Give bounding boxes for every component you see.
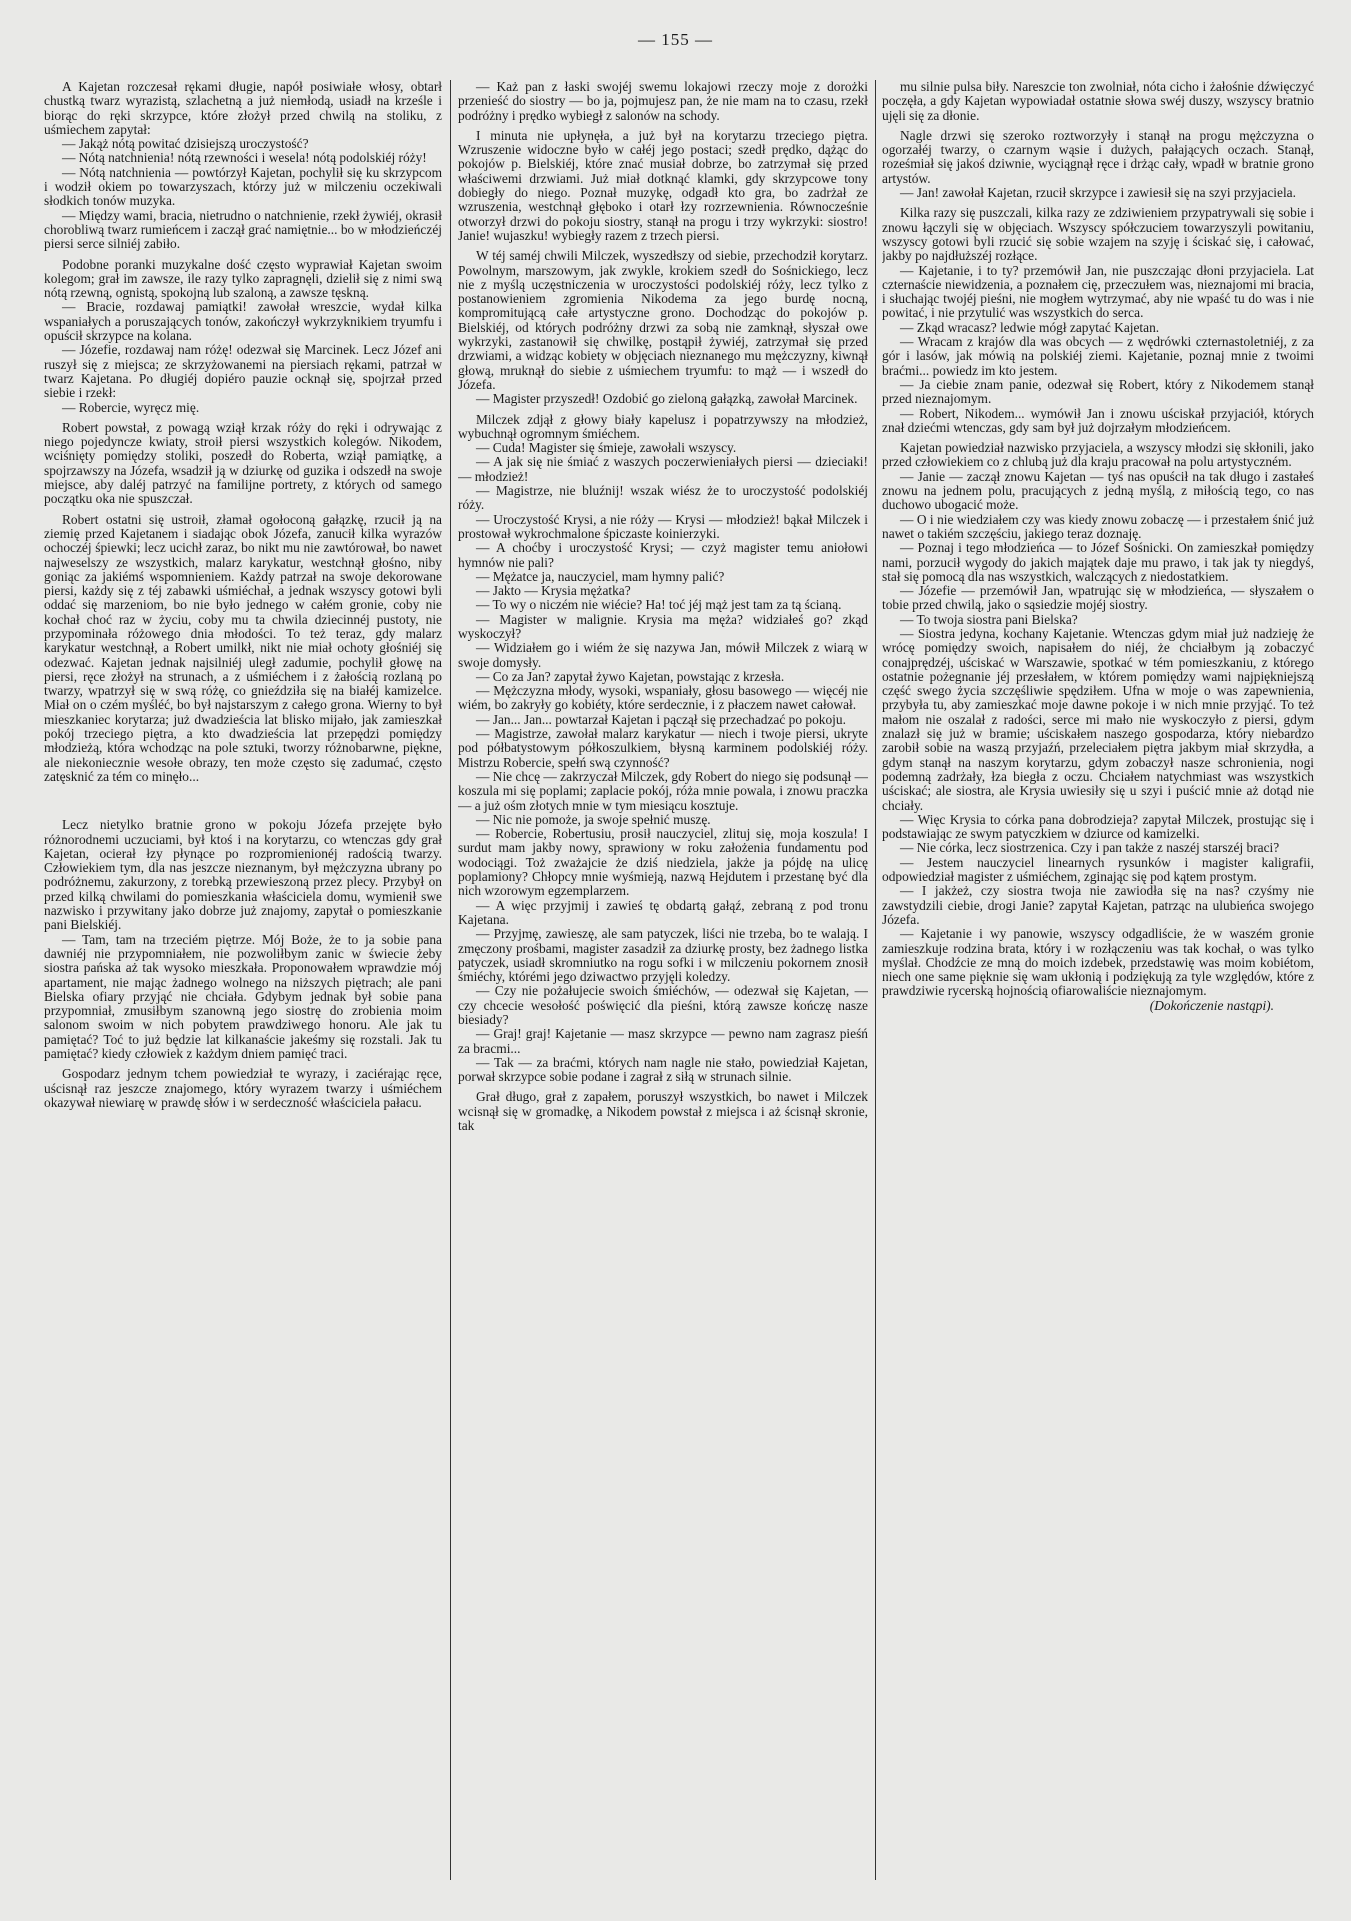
column-1 bbox=[44, 80, 442, 1880]
paragraph: — Uroczystość Krysi, a nie róży — Krysi — młodzież! bąkał Milczek i prostował wykrochmalone śpiczaste koinierzyki. bbox=[458, 511, 868, 541]
paragraph: — Wracam z krajów dla was obcych — z wędrówki czternastoletniéj, z za gór i lasów, jak mówią na polskiéj ziemi. Kajetanie, poznaj mnie z twoimi braćmi... powiedz im kto jestem. bbox=[882, 334, 1314, 378]
page-number: — 155 — bbox=[638, 30, 713, 49]
paragraph: — Nic nie pomoże, ja swoje spełnić muszę. bbox=[476, 811, 711, 827]
paragraph: Robert ostatni się ustroił, złamał ogołoconą gałązkę, rzucił ją na ziemię przed Kajetanem i siadając obok Józefa, zanucił kilka wyrazów ochoczéj śpiewki; lecz ucichł zaraz, bo nikt mu nie zawtórował, bo nawet najweselszy ze wszystkich, malarz karykatur, westchnął głośno, niby goniąc za jakiémś wspomnieniem. Każdy patrzał na swoje dekorowane piersi, każdy się z téj zabawki uśmiéchał, a jednak wszyscy gotowi byli oddać się marzeniom, bo nie było jednego w całém gronie, coby nie kochał choć raz w życiu, coby mu ta chwila dziecinnéj pustoty, nie przypominała różowego dnia młodości. To też teraz, gdy malarz karykatur westchnął, a Robert umilkł, nikt nie miał ochoty głośniéj się odezwać. Kajetan jednak najsilniéj uległ zadumie, pochylił głowę na piersi, ręce złożył na strunach, a z uśmiéchem i z żałością rozlaną po twarzy, wpatrzył się w swą różę, co gnieździła się na białéj kamizelce. Miał on o czém myśléć, bo był najstarszym z całego grona. Wierny to był mieszkaniec korytarza; już dwadzieścia lat blisko mijało, jak zamieszkał pokój trzeciego piętra, a kto dwadzieścia lat przepędzi pomiędzy młodzieżą, która wchodząc na pole sztuki, tworzy różnobarwne, piękne, ale niekoniecznie wesołe obrazy, ten może często się zadumać, często zatęsknić za tém co minęło... bbox=[44, 511, 442, 784]
paragraph: — Tak — za braćmi, których nam nagle nie stało, powiedział Kajetan, porwał skrzypce sobie podane i zagrał z siłą w strunach silnie. bbox=[458, 1054, 868, 1085]
paragraph: Kilka razy się puszczali, kilka razy ze zdziwieniem przypatrywali się sobie i znowu łączyli się w objęciach. Wszyscy spółczuciem towarzyszyli powitaniu, wszyscy gotowi byli rzucić się sobie wzajem na szyję i ściskać się, i całować, jakby po najdłuższéj rozłące. bbox=[882, 205, 1314, 264]
paragraph: — O i nie wiedziałem czy was kiedy znowu zobaczę — i przestałem śnić już nawet o takiém szczęściu, jakiego teraz doznaję. bbox=[882, 511, 1314, 541]
paragraph: — A więc przyjmij i zawieś tę obdartą gałąź, zebraną z pod tronu Kajetana. bbox=[458, 897, 868, 927]
paragraph: — Ja ciebie znam panie, odezwał się Robert, który z Nikodemem stanął przed nieznajomym. bbox=[882, 376, 1314, 407]
paragraph: — Magistrze, zawołał malarz karykatur — niech i twoje piersi, ukryte pod półbatystowym półkoszulkiem, błysną karminem podolskiéj róży. Mistrzu Robercie, spełń swą czynność? bbox=[458, 726, 868, 770]
paragraph: — Józefie — przemówił Jan, wpatrując się w młodzieńca, — słyszałem o tobie przed chwilą, jako o sąsiedzie mojéj siostry. bbox=[882, 583, 1314, 613]
paragraph: — Między wami, bracia, nietrudno o natchnienie, rzekł żywiéj, okrasił chorobliwą twarz rumieńcem i zaczął grać namiętnie... bo w młodzieńczéj piersi serce silniéj zabiło. bbox=[44, 207, 442, 252]
paragraph: — I jakżeż, czy siostra twoja nie zawiodła się na nas? czyśmy nie zawstydzili ciebie, drogi Janie? zapytał Kajetan, patrząc na ulubieńca swojego Józefa. bbox=[882, 883, 1314, 927]
paragraph: — A choćby i uroczystość Krysi; — czyż magister temu aniołowi hymnów nie pali? bbox=[458, 540, 868, 570]
paragraph: Podobne poranki muzykalne dość często wyprawiał Kajetan swoim kolegom; grał im zawsze, ile razy tylko zapragnęli, dzielił się z nimi swą nótą rzewną, ognistą, spokojną lub szaloną, a zawsze tęskną. bbox=[44, 256, 442, 301]
paragraph: — Magistrze, nie bluźnij! wszak wiész że to uroczystość podolskiéj róży. bbox=[458, 483, 868, 513]
paragraph: Grał długo, grał z zapałem, poruszył wszystkich, bo nawet i Milczek wcisnął się w gromadkę, a Nikodem powstał z miejsca i aż ścisnął skronie, tak bbox=[458, 1089, 868, 1134]
column-divider bbox=[875, 80, 876, 1880]
paragraph: — A jak się nie śmiać z waszych poczerwieniałych piersi — dzieciaki! — młodzież! bbox=[458, 454, 868, 484]
paragraph: — Więc Krysia to córka pana dobrodzieja? zapytał Milczek, prostując się i podstawiając ze swym patyczkiem w dziurce od kamizelki. bbox=[882, 811, 1314, 842]
paragraph: Lecz nietylko bratnie grono w pokoju Józefa przejęte było różnorodnemi uczuciami, był ktoś i na korytarzu, co wtenczas gdy grał Kajetan, ocierał łzy płynące po rozpromienionéj radością twarzy. Człowiekiem tym, dla nas jeszcze nieznanym, był mężczyzna ubrany po podróżnemu, zakurzony, z torebką przewieszoną przez plecy. Przybył on przed kilką chwilami do pomieszkania właściciela domu, wymienił swe nazwisko i przywitany jako dobrze już znajomy, zapytał o pomieszkanie pani Bielskiéj. bbox=[44, 817, 442, 933]
column-3 bbox=[882, 80, 1314, 1880]
paragraph: W téj saméj chwili Milczek, wyszedłszy od siebie, przechodził korytarz. Powolnym, marszowym, jak zwykle, krokiem szedł do Sośnickiego, lecz nie z myślą uczęstniczenia w uroczystości podolskiéj róży, lecz tylko z postanowieniem zgromienia Nikodema za jego burdę nocną, kompromitującą całe artystyczne grono. Dochodząc do pokojów p. Bielskiéj, od których podróżny drzwi za sobą nie zamknął, słyszał owe wykrzyki, zastanowił się chwilkę, postąpił żywiéj, zatrzymał się przed drzwiami, a widząc kobiety w objęciach nieznanego mu mężczyzny, kiwnął głową, mruknął do siebie z uśmiechem tryumfu: to mąż — i wszedł do Józefa. bbox=[458, 248, 868, 392]
paragraph: — Czy nie pożałujecie swoich śmiéchów, — odezwał się Kajetan, — czy chcecie wesołość poświęcić dla pieśni, którą zawsze kończę nasze biesiady? bbox=[458, 983, 868, 1027]
continuation-note: (Dokończenie nastąpi). bbox=[1149, 997, 1274, 1013]
paragraph: — Robercie, wyręcz mię. bbox=[62, 399, 200, 415]
paragraph: — Jan... Jan... powtarzał Kajetan i pączął się przechadzać po pokoju. bbox=[476, 711, 846, 727]
paragraph: Nagle drzwi się szeroko roztworzyły i stanął na progu mężczyzna o ogorzałéj twarzy, o czarnym wąsie i dużych, pałających oczach. Stanął, roześmiał się jakoś dziwnie, wyciągnął ręce i drżąc cały, wpadł w bratnie grono artystów. bbox=[882, 127, 1314, 186]
paragraph: — Janie — zaczął znowu Kajetan — tyś nas opuścił na tak długo i zastałeś znowu na jednem polu, pracujących z jedną myślą, z miłością tego, co nas duchowo ubogacić może. bbox=[882, 468, 1314, 513]
column-divider bbox=[450, 80, 451, 1880]
paragraph: — Magister przyszedł! Ozdobić go zieloną gałązką, zawołał Marcinek. bbox=[476, 391, 858, 407]
paragraph: Robert powstał, z powagą wziął krzak róży do ręki i odrywając z niego pojedyncze kwiaty, stroił piersi wszystkich kolegów. Nikodem, wciśnięty pomiędzy stoliki, poszedł do Roberta, wziął pamiątkę, a spojrzawszy na Józefa, wsadził ją w dziurkę od guzika i odszedł na swoje miejsce, aby daléj patrzyć na familijne portrety, z których od samego początku oka nie spuszczał. bbox=[44, 419, 442, 507]
paragraph: — Jan! zawołał Kajetan, rzucił skrzypce i zawiesił się na szyi przyjaciela. bbox=[900, 185, 1296, 201]
paragraph: — Nie córka, lecz siostrzenica. Czy i pan także z naszéj starszéj braci? bbox=[900, 840, 1280, 856]
paragraph: — Poznaj i tego młodzieńca — to Józef Sośnicki. On zamieszkał pomiędzy nami, porzucił wygody do jakich majątek daje mu prawo, i tak jak ty niegdyś, stał się pomocą dla nas wszystkich, walczących z niedostatkiem. bbox=[882, 540, 1314, 584]
paragraph: — Przyjmę, zawieszę, ale sam patyczek, liści nie trzeba, bo te walają. I zmęczony prośbami, magister zasadził za dziurkę prosty, bez żadnego listka patyczek, usiadł skromniutko na rogu sofki i w milczeniu pokornem znosił śmiéchy, którémi jego dziwactwo przyjęli koledzy. bbox=[458, 926, 868, 985]
paragraph: — Mężczyzna młody, wysoki, wspaniały, głosu basowego — więcéj nie wiém, bo zakryły go kobiéty, które serdecznie, i z płaczem nawet całował. bbox=[458, 683, 868, 713]
paragraph: Milczek zdjął z głowy biały kapelusz i popatrzywszy na młodzież, wybuchnął ogromnym śmiéchem. bbox=[458, 411, 868, 441]
paragraph: — Co za Jan? zapytał żywo Kajetan, powstając z krzesła. bbox=[476, 668, 785, 684]
paragraph: — Cuda! Magister się śmieje, zawołali wszyscy. bbox=[476, 440, 737, 456]
paragraph: — Bracie, rozdawaj pamiątki! zawołał wreszcie, wydał kilka wspaniałych a poruszających tonów, zakończył wykrzyknikiem tryumfu i opuścił skrzypce na kolana. bbox=[44, 299, 442, 344]
paragraph: mu silnie pulsa biły. Nareszcie ton zwolniał, nóta cicho i żałośnie dźwięczyć poczęła, a gdy Kajetan wypowiadał ostatnie słowa swéj duszy, wszyscy bratnio ujęli się za dłonie. bbox=[882, 80, 1314, 123]
paragraph: — Nótą natchnienia! nótą rzewności i wesela! nótą podolskiéj róży! bbox=[62, 150, 427, 166]
paragraph: — Kajetanie i wy panowie, wszyscy odgadliście, że w waszém gronie zamieszkuje rodzina brata, który i w rozłączeniu was tak kochał, o was tylko myślał. Chodźcie ze mną do moich izdebek, przedstawię was moim kobiétom, niech one same pięknie się wam ukłonią i podziękują za tyle względów, które z prawdziwie rycerską hojnością ofiarowaliście nieznajomym. bbox=[882, 926, 1314, 999]
paragraph: — Mężatce ja, nauczyciel, mam hymny palić? bbox=[476, 568, 725, 584]
paragraph: — Robercie, Robertusiu, prosił nauczyciel, zlituj się, moja koszula! I surdut mam jakby nowy, sprawiony w roku założenia fundamentu pod wodociągi. Toż zważajcie że dziś niedziela, jakże ja pójdę na ulicę poplamiony? Chłopcy mnie wyśmieją, nazwą Hejdutem i przestanę być dla nich wzorowym egzemplarzem. bbox=[458, 826, 868, 899]
paragraph: — Każ pan z łaski swojéj swemu lokajowi rzeczy moje z dorożki przenieść do siostry — bo ja, pojmujesz pan, że nie mam na to czasu, rzekł podróżny i prędko wybiegł z salonów na schody. bbox=[458, 80, 868, 123]
paragraph: — Jestem nauczyciel linearnych rysunków i magister kaligrafii, odpowiedział magister z uśmiéchem, zginając się pod kątem prostym. bbox=[882, 854, 1314, 885]
paragraph: — Zkąd wracasz? ledwie mógł zapytać Kajetan. bbox=[900, 319, 1160, 335]
paragraph: Gospodarz jednym tchem powiedział te wyrazy, i zaciérając ręce, uścisnął raz jeszcze znajomego, który wyrazem twarzy i uśmiéchem okazywał niewiarę w prawdę słów i w serdeczność właściciela pałacu. bbox=[44, 1066, 442, 1110]
paragraph: — Graj! graj! Kajetanie — masz skrzypce — pewno nam zagrasz pieśń za bracmi... bbox=[458, 1026, 868, 1056]
paragraph: — Nie chcę — zakrzyczał Milczek, gdy Robert do niego się podsunął — koszula mi się poplami; zaplacie pokój, róża mnie powala, i znowu praczka — a już ośm złotych mnie w tym miesiącu kosztuje. bbox=[458, 768, 868, 813]
paragraph: — Nótą natchnienia — powtórzył Kajetan, pochylił się ku skrzypcom i wodził okiem po towarzyszach, którzy już w milczeniu oczekiwali słodkich tonów muzyka. bbox=[44, 164, 442, 209]
paragraph: A Kajetan rozczesał rękami długie, napół posiwiałe włosy, obtarł chustką twarz wyrazistą, szlachetną a już niemłodą, usiadł na krześle i biorąc do ręki skrzypce, które złożył przed chwilą na stoliku, z uśmiechem zapytał: bbox=[44, 80, 442, 137]
paragraph: Kajetan powiedział nazwisko przyjaciela, a wszyscy młodzi się skłonili, jako przed człowiekiem co z chlubą już dla kraju pracował na polu artystyczném. bbox=[882, 440, 1314, 470]
paragraph: — To wy o niczém nie wiécie? Ha! toć jéj mąż jest tam za tą ścianą. bbox=[476, 597, 842, 613]
paragraph: — Robert, Nikodem... wymówił Jan i znowu uściskał przyjaciół, których znał dziećmi wtenczas, gdy sam był już dojrzałym młodzieńcem. bbox=[882, 405, 1314, 435]
paragraph: — Jakto — Krysia mężatka? bbox=[476, 583, 631, 599]
paragraph: — Widziałem go i wiém że się nazywa Jan, mówił Milczek z wiarą w swoje domysły. bbox=[458, 640, 868, 670]
paragraph: — To twoja siostra pani Bielska? bbox=[900, 611, 1078, 627]
paragraph: I minuta nie upłynęła, a już był na korytarzu trzeciego piętra. Wzruszenie widoczne było w całéj jego postaci; szedł prędko, dążąc do pokojów p. Bielskiéj, które znać musiał dobrze, bo zatrzymał się przed właściwemi drzwiami. Już miał dotknąć klamki, gdy skrzypcowe tony dobiegły do niego. Poznał muzykę, odgadł kto gra, bo zadrżał ze wzruszenia, westchnął głęboko i otarł łzy rozrzewnienia. Równocześnie otworzył drzwi do pokoju siostry, stanął na progu i trzy wykrzyki: siostro! Janie! wujaszku! wybiegły razem z trzech piersi. bbox=[458, 127, 868, 243]
paragraph: — Magister w malignie. Krysia ma męża? widziałeś go? zkąd wyskoczył? bbox=[458, 611, 868, 641]
paragraph: — Józefie, rozdawaj nam różę! odezwał się Marcinek. Lecz Józef ani ruszył się z miejsca; ze skrzyżowanemi na piersiach rękami, patrzał w twarz Kajetana. Po długiéj dopiéro pauzie ocknął się, spojrzał przed siebie i rzekł: bbox=[44, 342, 442, 401]
paragraph: — Tam, tam na trzeciém piętrze. Mój Boże, że to ja sobie pana dawniéj nie przypomniałem, nie pozwoliłbym zanic w świecie żeby siostra pańska aż tak wysoko mieszkała. Proponowałem wprawdzie mój apartament, nie mając żadnego wolnego na niższych piętrach; ale pani Bielska ofiary przyjąć nie chciała. Gdybym jednak był sobie pana przypomniał, zmusiłbym szanowną jego siostrę do zrobienia moim salonom swoim w nich pobytem prawdziwego honoru. Ale jak tu pamiętać? Toć to już będzie lat kilkanaście jakeśmy się rozstali. Jak tu pamiętać? kiedy człowiek z każdym dniem pamięć traci. bbox=[44, 931, 442, 1061]
paragraph: — Jakąż nótą powitać dzisiejszą uroczystość? bbox=[62, 136, 309, 152]
paragraph: — Siostra jedyna, kochany Kajetanie. Wtenczas gdym miał już nadzieję że wrócę pomiędzy swoich, napisałem do niéj, że chciałbym ją zobaczyć conajprędzéj, uściskać w Warszawie, spotkać w tém pomieszkaniu, z którego ostatnie pożegnanie jéj przesłałem, w którem pomiędzy wami najpiękniejszą część swego życia szczęśliwie spędziłem. Ufna w moje o was zapewnienia, przybyła tu, aby zamieszkać moje dawne pokoje i w nich mnie przyjąć. To też małom nie oszalał z radości, serce mi mało nie wyskoczyło z piersi, gdym znalazł się już w bramie; uściskałem naszego gospodarza, który niebardzo zarobił sobie na waszą przyjaźń, przeleciałem piętra jakbym miał skrzydła, a gdym stanął na naszym korytarzu, gdym zobaczył nasze schronienia, nogi podemną zadrżały, łza biegła z oczu. Chciałem natychmiast was wszystkich uściskać; ale siostra, ale Krysia uwiesiły się u szyi i puścić mnie aż dotąd nie chciały. bbox=[882, 625, 1314, 813]
paragraph: — Kajetanie, i to ty? przemówił Jan, nie puszczając dłoni przyjaciela. Lat czternaście niewidzenia, a poznałem cię, przeczułem was, nieznajomi mi bracia, i słuchając twojéj pieśni, nie mogłem wytrzymać, aby nie wpaść tu do was i nie powitać, i nie przytulić was wszystkich do serca. bbox=[882, 262, 1314, 321]
column-2 bbox=[458, 80, 868, 1880]
